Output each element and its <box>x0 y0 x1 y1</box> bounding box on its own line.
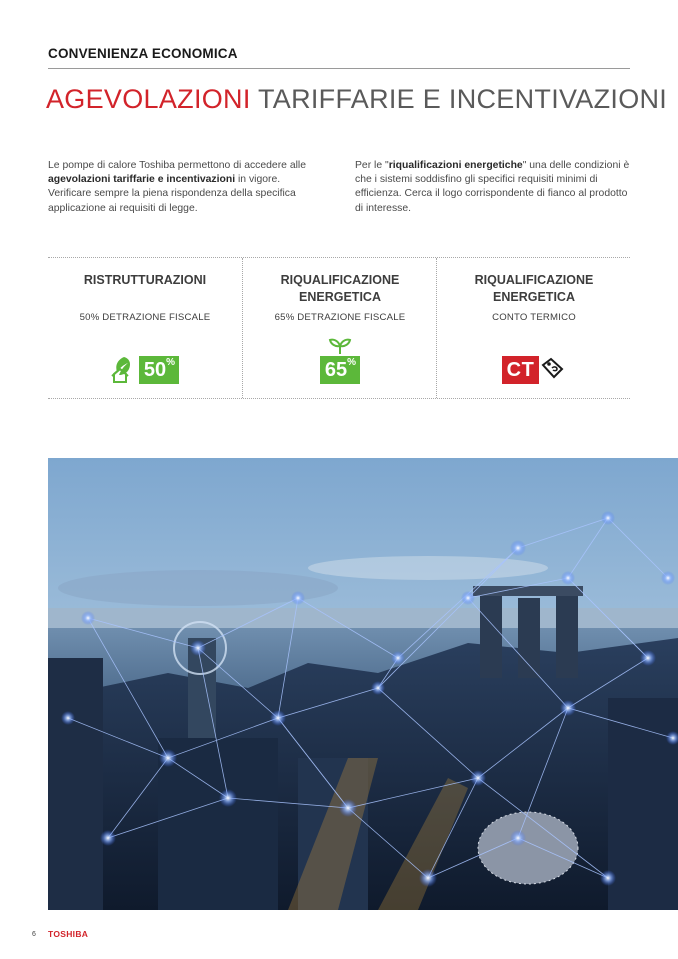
house-leaf-icon <box>111 354 137 384</box>
badge-number: 65 <box>324 359 348 381</box>
incentive-title-line1: RIQUALIFICAZIONE <box>474 273 594 287</box>
incentive-ristrutturazioni <box>48 258 242 398</box>
incentive-title-line1: RIQUALIFICAZIONE <box>280 273 400 287</box>
incentive-conto-termico <box>436 258 631 398</box>
incentive-title-line2: ENERGETICA <box>493 290 575 304</box>
badge-50 <box>139 356 179 384</box>
incentive-badge-wrap <box>437 336 631 384</box>
intro-right-bold: riqualificazioni energetiche <box>388 160 523 171</box>
page-number: 6 <box>32 931 36 938</box>
page-title-highlight: AGEVOLAZIONI <box>46 84 251 114</box>
badge-65 <box>320 356 360 384</box>
header-divider <box>48 68 630 69</box>
incentive-badge-wrap <box>243 336 437 384</box>
city-night-network-photo <box>48 458 678 910</box>
intro-paragraph-left <box>48 159 323 216</box>
incentive-title <box>243 272 437 306</box>
incentive-title <box>437 272 631 306</box>
tag-icon <box>540 356 566 382</box>
section-label: CONVENIENZA ECONOMICA <box>48 46 238 61</box>
badge-percent: % <box>347 357 357 368</box>
toshiba-logo: TOSHIBA <box>48 929 89 939</box>
incentive-subtitle: 65% DETRAZIONE FISCALE <box>274 312 406 323</box>
sprout-icon <box>328 337 352 355</box>
incentive-title <box>48 272 242 289</box>
incentive-title-line1: RISTRUTTURAZIONI <box>83 273 207 287</box>
badge-number: 50 <box>143 359 167 381</box>
intro-right-text-2: " una delle condizioni è che i sistemi soddisfino gli specifici requisiti minimi di efficienza. Cerca il logo corrispondente di fianco al prodotto di interesse. <box>355 160 630 214</box>
intro-left-text-2: in vigore. Verificare sempre la piena rispondenza della specifica applicazione ai requisiti di legge. <box>48 174 296 214</box>
incentives-table <box>48 257 630 399</box>
intro-right-text-1: Per le " <box>355 160 389 171</box>
incentive-subtitle: 50% DETRAZIONE FISCALE <box>79 312 211 323</box>
incentive-title-line2: ENERGETICA <box>299 290 381 304</box>
city-photo-illustration <box>48 458 678 910</box>
incentive-riqualificazione-65 <box>242 258 437 398</box>
page-title-rest: TARIFFARIE E INCENTIVAZIONI <box>250 84 668 114</box>
incentive-subtitle: CONTO TERMICO <box>492 312 576 323</box>
intro-left-text-1: Le pompe di calore Toshiba permettono di accedere alle <box>48 160 307 171</box>
intro-left-bold: agevolazioni tariffarie e incentivazioni <box>48 174 236 186</box>
incentive-badge-wrap <box>48 336 242 384</box>
badge-percent: % <box>166 357 176 368</box>
intro-paragraph-right <box>355 159 630 216</box>
badge-ct: CT <box>502 356 540 384</box>
page-title <box>46 84 667 115</box>
